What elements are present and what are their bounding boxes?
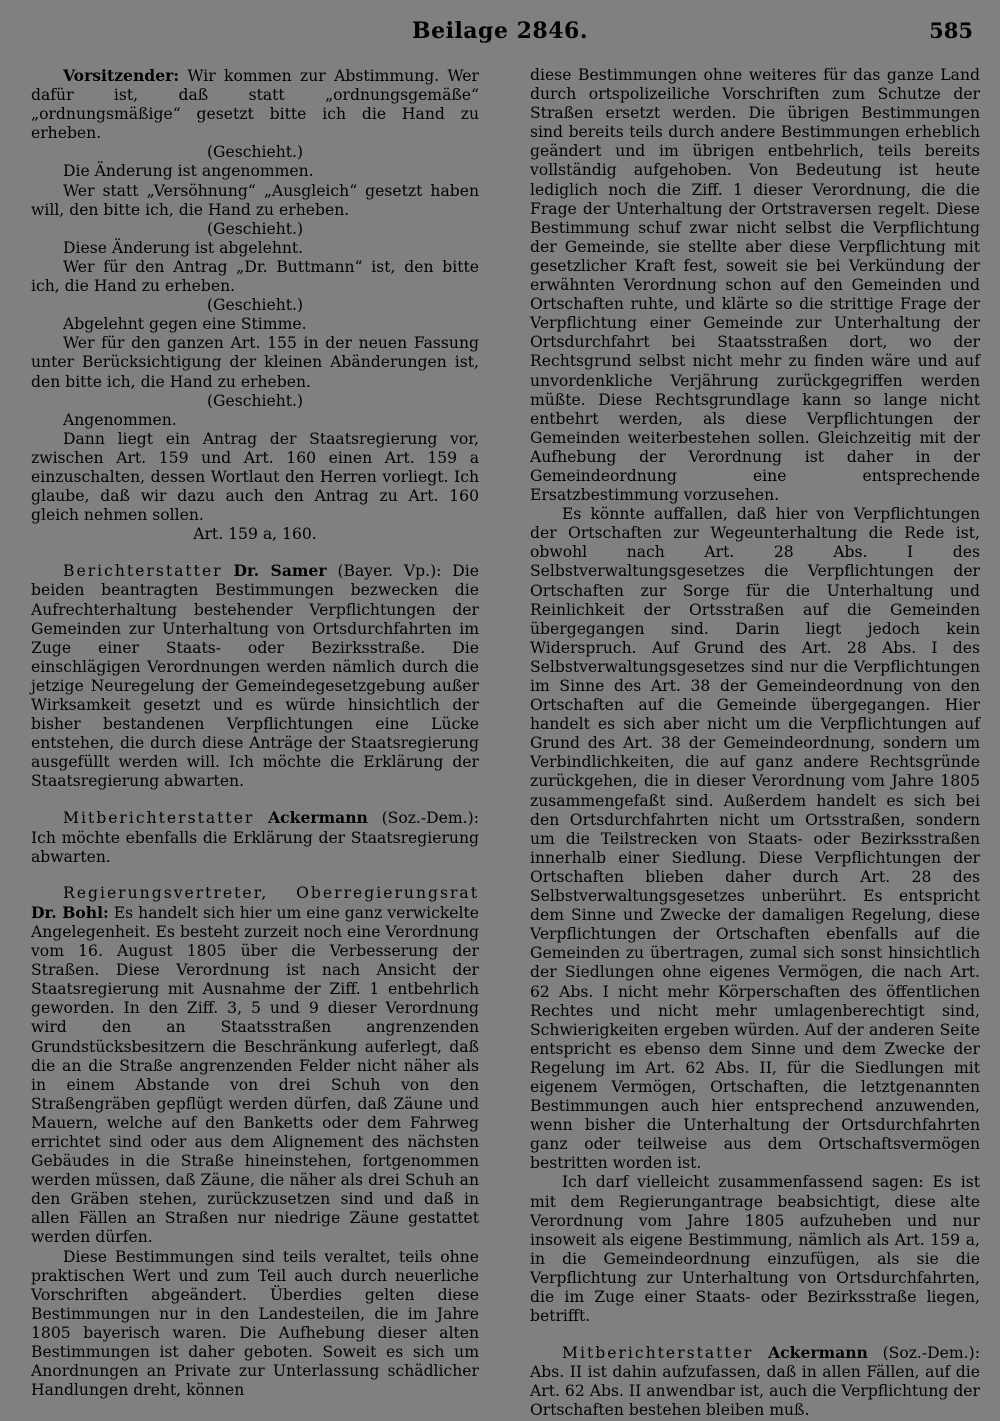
speaker-party: (Soz.-Dem.):	[381, 809, 479, 828]
page-number: 585	[929, 18, 973, 43]
speaker-name: Dr. Samer	[233, 561, 327, 581]
paragraph: Wer für den Antrag „Dr. Buttmann“ ist, den bitte ich, die Hand zu erheben.	[31, 257, 479, 296]
paragraph: Es könnte auffallen, daß hier von Verpflichtungen der Ortschaften zur Wegeunterhaltung die Rede ist, obwohl nach Art. 28 Abs. I des Selbstverwaltungsgesetzes die Verpflichtungen der Ortschaften zur Sorge für die Unterhaltung und Reinlichkeit der Ortsstraßen auf die Gemeinden übergegangen sind. Darin liegt jedoch kein Widerspruch. Auf Grund des Art. 28 Abs. I des Selbstverwaltungsgesetzes sind nur die Verpflichtungen im Sinne des Art. 38 der Gemeindeordnung von den Ortschaften auf die Gemeinde übergegangen. Hier handelt es sich aber nicht um die Verpflichtungen auf Grund des Art. 38 der Gemeindeordnung, sondern um Verbindlichkeiten, die auf ganz andere Rechtsgründe zurückgehen, die in dieser Verordnung vom Jahre 1805 zusammengefaßt sind. Außerdem handelt es sich bei den Ortsdurchfahrten nicht um Ortsstraßen, sondern um die Teilstrecken von Staats- oder Bezirksstraßen innerhalb einer Siedlung. Diese Verpflichtungen der Ortschaften blieben daher durch Art. 28 des Selbstverwaltungsgesetzes unberührt. Es entspricht dem Sinne und Zwecke der damaligen Regelung, diese Verpflichtungen der Ortschaften ebenfalls auf die Gemeinden zu übertragen, zumal sich sonst hinsichtlich der Siedlungen ohne eigenes Vermögen, die nach Art. 62 Abs. I nicht mehr Körperschaften des öffentlichen Rechtes und nicht mehr umlagenberechtigt sind, Schwierigkeiten ergeben würden. Auf der anderen Seite entspricht es ebenso dem Sinne und dem Zwecke der Regelung im Art. 62 Abs. II, für die Siedlungen mit eigenem Vermögen, Ortschaften, die letztgenannten Bestimmungen auch hier entsprechend anzuwenden, wenn bisher die Unterhaltung der Ortsdurchfahrten ganz oder teilweise aus dem Ortschaftsvermögen bestritten worden ist.	[530, 505, 980, 1173]
stage-note: (Geschieht.)	[206, 219, 304, 238]
paragraph: Abgelehnt gegen eine Stimme.	[63, 315, 307, 334]
right-column	[530, 66, 980, 1421]
paragraph	[31, 561, 479, 791]
speaker-name: Ackermann	[768, 1343, 868, 1363]
spacer	[31, 791, 479, 808]
paragraph: Diese Änderung ist abgelehnt.	[63, 238, 304, 257]
paragraph	[31, 884, 479, 1248]
speaker-role: Berichterstatter	[63, 562, 223, 581]
page-header	[0, 18, 1000, 58]
paragraph	[530, 1343, 980, 1420]
speaker-name: Dr. Bohl:	[31, 902, 109, 922]
paragraph: Wer statt „Versöhnung“ „Ausgleich“ gesetzt haben will, den bitte ich, die Hand zu erheben.	[31, 181, 479, 219]
speaker-role: Mitberichterstatter	[63, 809, 255, 828]
paragraph	[31, 66, 479, 143]
paragraph-text: Die beiden beantragten Bestimmungen bezwecken die Aufrechterhaltung bestehender Verpflichtungen der Gemeinden zur Unterhaltung von Ortsdurchfahrten im Zuge einer Staats- oder Bezirksstraße. Die einschlägigen Verordnungen werden nämlich durch die jetzige Neuregelung der Gemeindegesetzgebung außer Wirksamkeit gesetzt und es würde hinsichtlich der bisher bestandenen Verpflichtungen eine Lücke entstehen, die durch diese Anträge der Staatsregierung ausgefüllt werden will. Ich möchte die Erklärung der Staatsregierung abwarten.	[31, 562, 479, 791]
paragraph-text: Es handelt sich hier um eine ganz verwickelte Angelegenheit. Es besteht zurzeit noch eine Verordnung vom 16. August 1805 über die Verbesserung der Straßen. Diese Verordnung ist nach Ansicht der Staatsregierung mit Ausnahme der Ziff. 1 entbehrlich geworden. In den Ziff. 3, 5 und 9 dieser Verordnung wird den an Staatsstraßen angrenzenden Grundstücksbesitzern die Beschränkung auferlegt, daß die an die Straße angrenzenden Felder nicht näher als in einem Abstande von drei Schuh von den Straßengräben gepflügt werden dürfen, daß Zäune und Mauern, welche auf den Banketts oder dem Fahrweg errichtet sind oder aus dem Alignement des nächsten Gebäudes in die Straße hineinstehen, fortgenommen werden müssen, daß Zäune, die näher als drei Schuh an den Gräben stehen, zurückzusetzen sind und daß in allen Fällen an Straßen nur niedrige Zäune gestattet werden dürfen.	[31, 903, 479, 1247]
left-column	[31, 66, 479, 1400]
speaker-name: Ackermann	[268, 808, 368, 828]
spacer	[530, 1326, 980, 1343]
paragraph: Wer für den ganzen Art. 155 in der neuen Fassung unter Berücksichtigung der kleinen Abänderungen ist, den bitte ich, die Hand zu erheben.	[31, 334, 479, 391]
paragraph-text: Ich möchte ebenfalls die Erklärung der Staatsregierung abwarten.	[31, 828, 479, 866]
spacer	[31, 867, 479, 884]
paragraph: diese Bestimmungen ohne weiteres für das ganze Land durch ortspolizeiliche Vorschriften zum Schutze der Straßen ersetzt werden. Die übrigen Bestimmungen sind bereits teils durch andere Bestimmungen erheblich geändert und im übrigen entbehrlich, teils bereits vollständig aufgehoben. Von Bedeutung ist heute lediglich noch die Ziff. 1 dieser Verordnung, die die Frage der Unterhaltung der Ortstraversen regelt. Diese Bestimmung schuf zwar nicht selbst die Verpflichtung der Gemeinde, sie stellte aber diese Verpflichtung mit gesetzlicher Kraft fest, soweit sie bei Verkündung der erwähnten Verordnung schon auf den Gemeinden und Ortschaften ruhte, und klärte so die strittige Frage der Verpflichtung einer Gemeinde zur Unterhaltung der Ortsdurchfahrt bei Staatsstraßen dort, wo der Rechtsgrund selbst nicht mehr zu finden wäre und auf unvordenkliche Verjährung zurückgegriffen werden müßte. Diese Rechtsgrundlage kann so lange nicht entbehrt werden, als diese Verpflichtungen der Gemeinden weiterbestehen sollen. Gleichzeitig mit der Aufhebung der Verordnung ist daher in der Gemeindeordnung eine entsprechende Ersatzbestimmung vorzusehen.	[530, 66, 980, 505]
speaker-role: Regierungsvertreter, Oberregierungsrat	[63, 883, 479, 902]
spacer	[31, 544, 479, 561]
paragraph: Dann liegt ein Antrag der Staatsregierung vor, zwischen Art. 159 und Art. 160 einen Art. 159 a einzuschalten, dessen Wortlaut den Herren vorliegt. Ich glaube, daß wir dazu auch den Antrag zu Art. 160 gleich nehmen sollen.	[31, 429, 479, 525]
section-heading: Art. 159 a, 160.	[193, 525, 317, 544]
speaker-party: (Bayer. Vp.):	[337, 562, 442, 581]
paragraph: Angenommen.	[63, 410, 177, 429]
stage-note: (Geschieht.)	[206, 296, 304, 315]
stage-note: (Geschieht.)	[206, 391, 304, 410]
paragraph-text: Wir kommen zur Abstimmung. Wer dafür ist, daß statt „ordnungsgemäße“ „ordnungsmäßige“ gesetzt bitte ich die Hand zu erheben.	[31, 67, 479, 143]
paragraph: Diese Bestimmungen sind teils veraltet, teils ohne praktischen Wert und zum Teil auch durch neuerliche Vorschriften abgeändert. Überdies gelten diese Bestimmungen nur in den Landesteilen, die im Jahre 1805 bayerisch waren. Die Aufhebung dieser alten Bestimmungen ist daher geboten. Soweit es sich um Anordnungen an Private zur Unterlassung schädlicher Handlungen dreht, können	[31, 1247, 479, 1400]
paragraph: Ich darf vielleicht zusammenfassend sagen: Es ist mit dem Regierungantrage beabsichtigt, diese alte Verordnung vom Jahre 1805 aufzuheben und nur insoweit als eigene Bestimmung, nämlich als Art. 159 a, in die Gemeindeordnung einzufügen, als sie die Verpflichtung zur Unterhaltung von Ortsdurchfahrten, die im Zuge einer Staats- oder Bezirksstraße liegen, betrifft.	[530, 1173, 980, 1326]
page-title: Beilage 2846.	[412, 18, 588, 44]
paragraph: Die Änderung ist angenommen.	[63, 162, 314, 181]
speaker-role: Mitberichterstatter	[562, 1344, 754, 1363]
speaker-party: (Soz.-Dem.):	[882, 1344, 980, 1363]
paragraph	[31, 808, 479, 866]
speaker-name: Vorsitzender:	[63, 66, 180, 85]
stage-note: (Geschieht.)	[206, 143, 304, 162]
paragraph-text: Abs. II ist dahin aufzufassen, daß in allen Fällen, auf die Art. 62 Abs. II anwendbar ist, auch die Verpflichtung der Ortschaften bestehen bleiben muß.	[530, 1363, 980, 1420]
